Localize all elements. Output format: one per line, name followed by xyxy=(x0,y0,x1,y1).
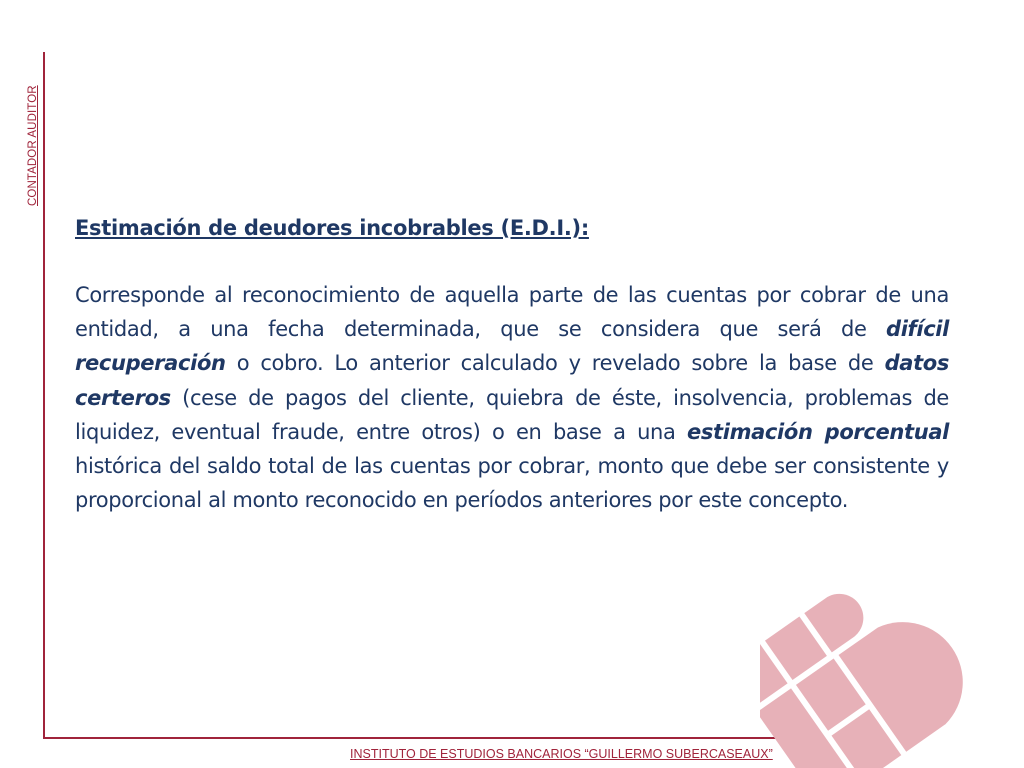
bottom-divider xyxy=(43,737,795,739)
side-label: CONTADOR AUDITOR xyxy=(27,85,39,206)
emphasis-difficult-recovery: difícil recuperación xyxy=(75,317,949,376)
footer-label: INSTITUTO DE ESTUDIOS BANCARIOS “GUILLERMO SUBERCASEAUX” xyxy=(350,747,773,761)
paragraph-text: histórica del saldo total de las cuentas por cobrar, monto que debe ser consistente y proporcional al monto reconocido en períodos anteriores por este concepto. xyxy=(75,454,949,513)
definition-paragraph xyxy=(75,278,949,517)
slide-heading: Estimación de deudores incobrables (E.D.I.): xyxy=(75,216,589,240)
emphasis-certain-data: datos certeros xyxy=(75,351,949,410)
paragraph-text: (cese de pagos del cliente, quiebra de éste, insolvencia, problemas de liquidez, eventual fraude, entre otros) o en base a una xyxy=(75,385,949,444)
left-divider xyxy=(43,52,45,738)
institution-logo-icon xyxy=(760,528,1024,768)
emphasis-percentage-estimate: estimación porcentual xyxy=(687,419,949,444)
paragraph-text: Corresponde al reconocimiento de aquella parte de las cuentas por cobrar de una entidad, a una fecha determinada, que se considera que será de xyxy=(75,283,949,342)
paragraph-text: o cobro. Lo anterior calculado y revelado sobre la base de xyxy=(225,351,885,376)
slide-content xyxy=(75,208,949,517)
